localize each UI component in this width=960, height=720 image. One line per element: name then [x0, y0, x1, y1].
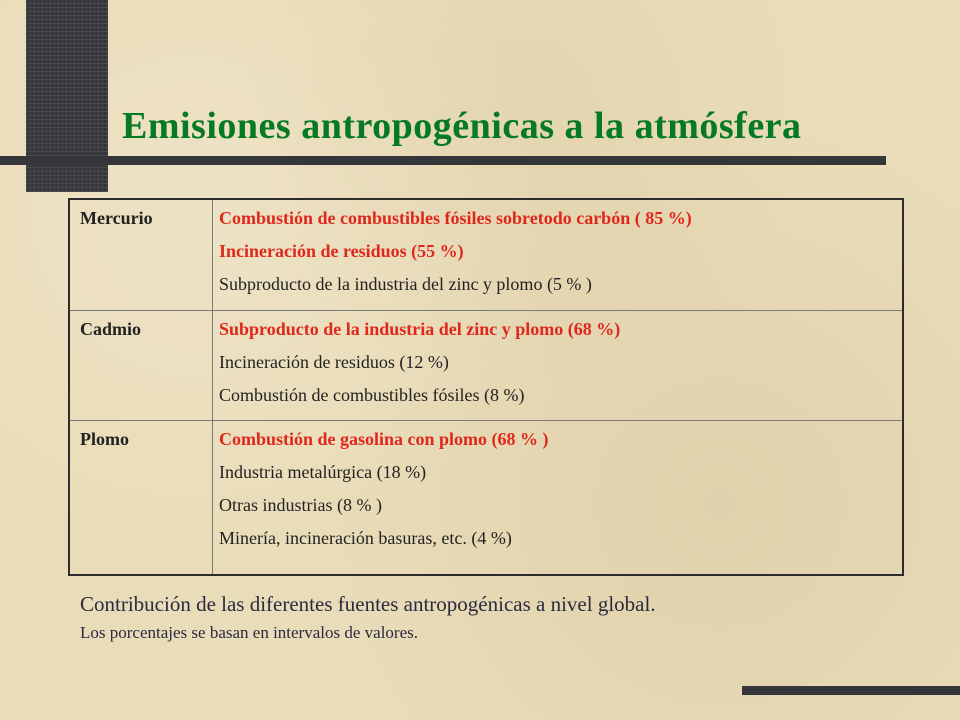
source-item: Otras industrias (8 % ): [219, 494, 382, 515]
source-item: Industria metalúrgica (18 %): [219, 461, 427, 482]
sources-cell: [213, 310, 903, 420]
decorative-bottom-bar: [742, 686, 960, 695]
source-item: Combustión de gasolina con plomo (68 % ): [219, 428, 549, 449]
emissions-table-grid: [70, 200, 902, 574]
sources-cell: [213, 200, 903, 310]
source-item: Subproducto de la industria del zinc y plomo (5 % ): [219, 274, 592, 294]
caption-note: Los porcentajes se basan en intervalos de valores.: [80, 623, 418, 642]
source-item: Incineración de residuos (55 %): [219, 241, 464, 261]
table-row-cadmio: [70, 310, 902, 420]
source-item: Subproducto de la industria del zinc y plomo (68 %): [219, 318, 621, 339]
metal-name: Mercurio: [70, 200, 213, 310]
emissions-table: [68, 198, 904, 576]
table-row-plomo: [70, 420, 902, 574]
decorative-title-underline: [0, 156, 886, 165]
source-item: Combustión de combustibles fósiles sobretodo carbón ( 85 %): [219, 208, 692, 228]
metal-name: Cadmio: [70, 310, 213, 420]
metal-name: Plomo: [70, 420, 213, 574]
sources-cell: [213, 420, 903, 574]
source-item: Incineración de residuos (12 %): [219, 351, 449, 372]
source-item: Minería, incineración basuras, etc. (4 %): [219, 527, 512, 548]
table-row-mercurio: [70, 200, 902, 310]
source-item: Combustión de combustibles fósiles (8 %): [219, 384, 525, 405]
slide-title: Emisiones antropogénicas a la atmósfera: [122, 105, 802, 147]
caption-main: Contribución de las diferentes fuentes antropogénicas a nivel global.: [80, 592, 656, 616]
